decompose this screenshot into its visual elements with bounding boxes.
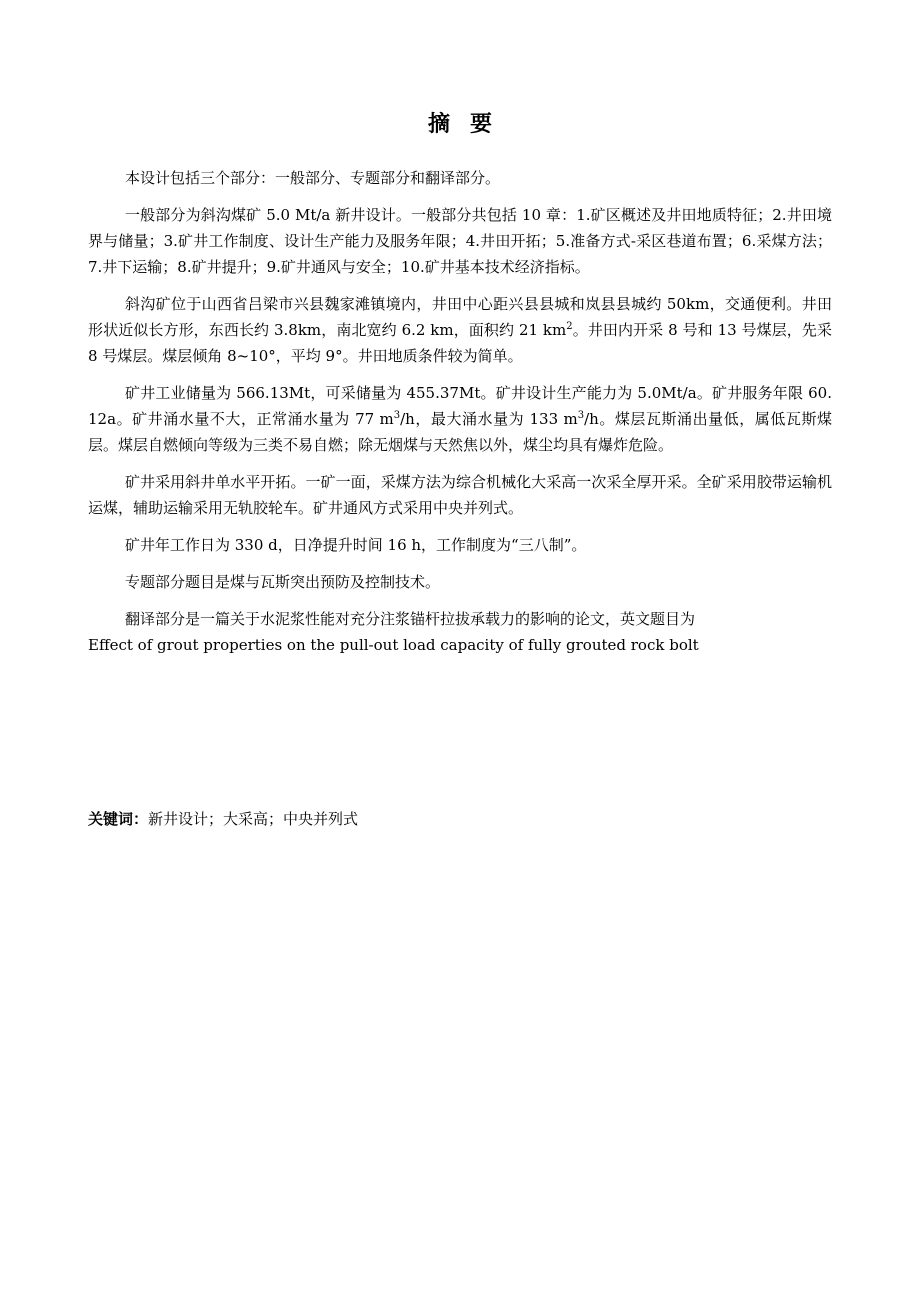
keywords-text: 新井设计；大采高；中央并列式 — [148, 810, 359, 828]
paragraph-working-days: 矿井年工作日为 330 d，日净提升时间 16 h，工作制度为“三八制”。 — [125, 536, 587, 554]
superscript-volume-1: 3 — [393, 410, 401, 421]
abstract-body — [88, 165, 832, 669]
keywords-line — [88, 806, 832, 832]
paragraph-location — [88, 291, 832, 369]
title-char-1: 摘 — [427, 112, 450, 137]
paragraph-special-topic: 专题部分题目是煤与瓦斯突出预防及控制技术。 — [125, 573, 441, 591]
paragraph-reserves-text-c: /h。煤层瓦斯涌出量低，属低瓦斯煤层。煤层自燃倾向等级为三类不易自燃；除无烟煤与天然焦以外，煤尘均具有爆炸危险。 — [88, 410, 832, 454]
paragraph-translation-cn: 翻译部分是一篇关于水泥浆性能对充分注浆锚杆拉拔承载力的影响的论文，英文题目为 — [125, 610, 696, 628]
paragraph-translation — [88, 606, 832, 658]
paragraph-reserves-text-b: /h，最大涌水量为 133 m — [400, 410, 578, 428]
superscript-area: 2 — [566, 321, 573, 332]
paragraph-general-part: 一般部分为斜沟煤矿 5.0 Mt/a 新井设计。一般部分共包括 10 章：1.矿区概述及井田地质特征；2.井田境界与储量；3.矿井工作制度、设计生产能力及服务年限；4.井田开拓；5.准备方式-采区巷道布置；6.采煤方法；7.井下运输；8.矿井提升；9.矿井通风与安全；10.矿井基本技术经济指标。 — [88, 206, 832, 276]
paragraph-location-text-a: 斜沟矿位于山西省吕梁市兴县魏家滩镇境内，井田中心距兴县县城和岚县县城约 50km，交通便利。井田形状近似长方形，东西长约 3.8km，南北宽约 6.2 km，面积约 21 km — [88, 295, 832, 339]
paragraph-translation-en: Effect of grout properties on the pull-out load capacity of fully grouted rock bolt — [88, 636, 699, 654]
keywords-label: 关键词： — [88, 810, 149, 828]
page-title — [88, 110, 832, 140]
paragraph-location-text-b: 。井田内开采 8 号和 13 号煤层，先采 8 号煤层。煤层倾角 8~10°，平均 9°。井田地质条件较为简单。 — [88, 321, 832, 365]
paragraph-development: 矿井采用斜井单水平开拓。一矿一面，采煤方法为综合机械化大采高一次采全厚开采。全矿采用胶带运输机运煤，辅助运输采用无轨胶轮车。矿井通风方式采用中央并列式。 — [88, 473, 832, 517]
paragraph-reserves — [88, 380, 832, 458]
superscript-volume-2: 3 — [577, 410, 585, 421]
paragraph-reserves-text-a: 矿井工业储量为 566.13Mt，可采储量为 455.37Mt。矿井设计生产能力为 5.0Mt/a。矿井服务年限 60.12a。矿井涌水量不大，正常涌水量为 77 m — [88, 384, 832, 428]
title-char-2: 要 — [470, 112, 493, 137]
paragraph-intro: 本设计包括三个部分：一般部分、专题部分和翻译部分。 — [125, 169, 501, 187]
